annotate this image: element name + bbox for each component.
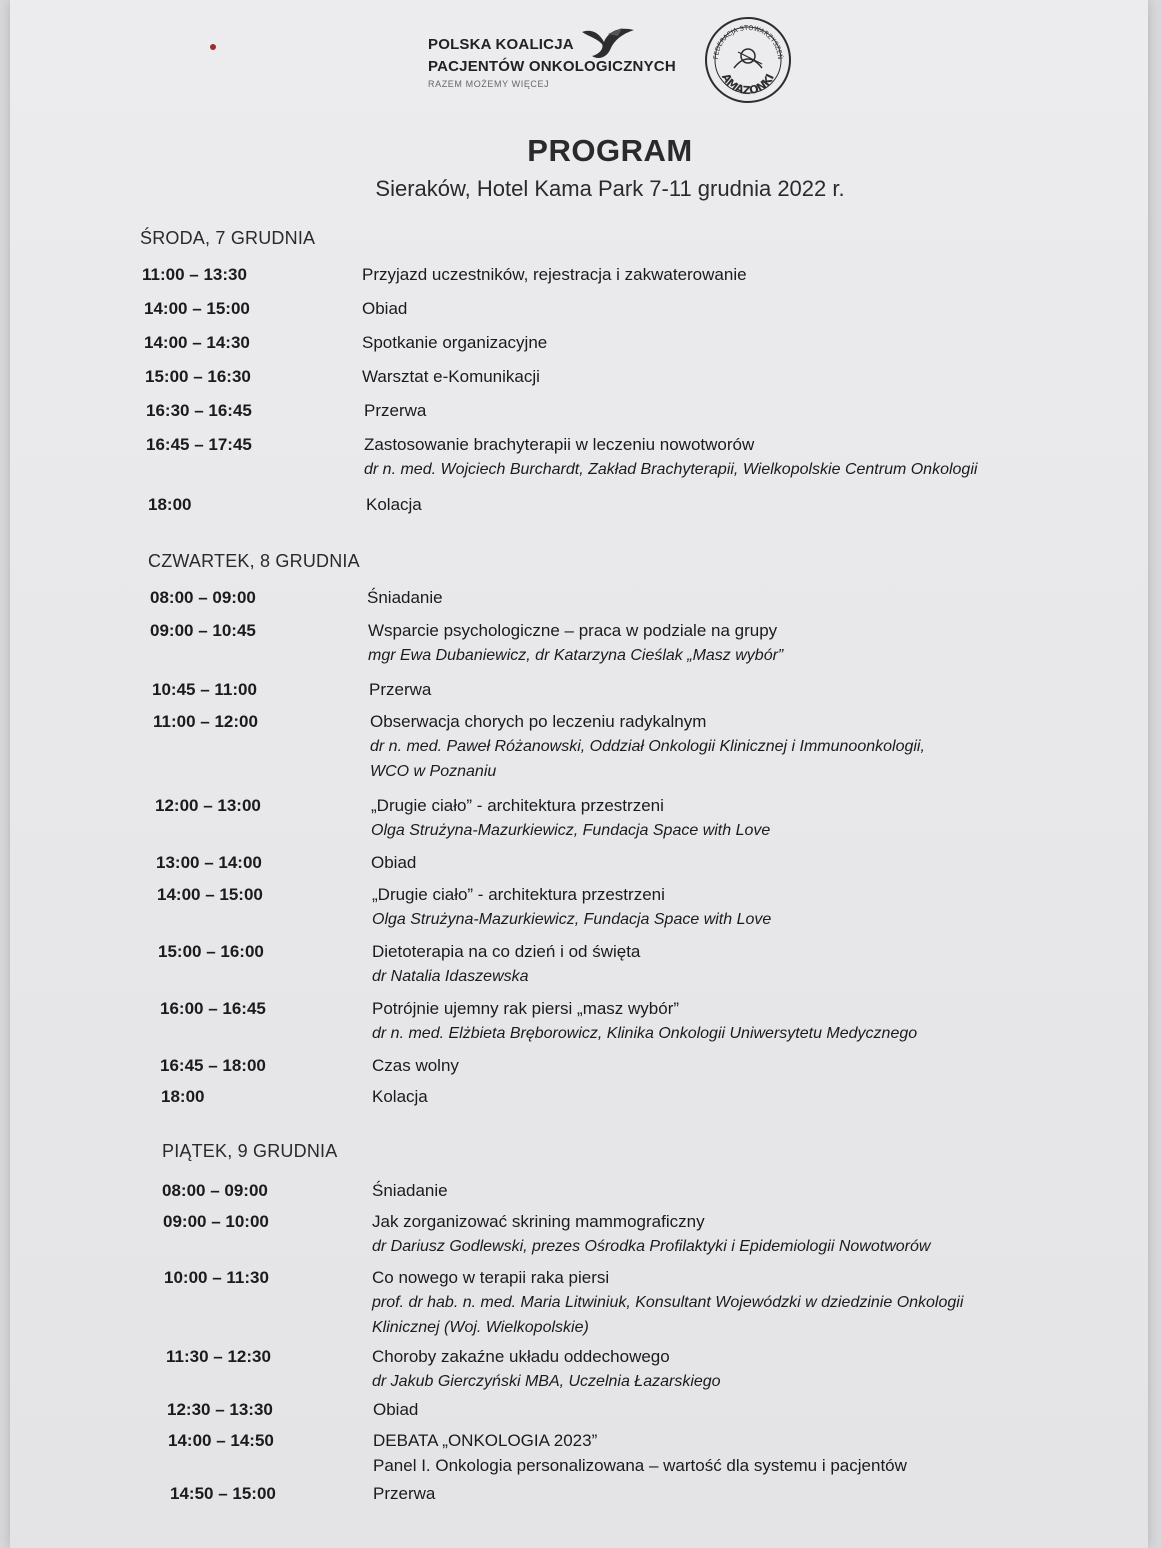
amazonki-seal-icon <box>704 16 792 104</box>
row-speaker: dr Natalia Idaszewska <box>372 968 529 985</box>
row-speaker: dr Dariusz Godlewski, prezes Ośrodka Profilaktyki i Epidemiologii Nowotworów <box>372 1238 931 1255</box>
row-description <box>364 398 426 423</box>
row-description <box>362 330 547 355</box>
row-description <box>368 618 783 668</box>
row-time: 13:00 – 14:00 <box>156 853 262 872</box>
seal-text: AMAZONKI <box>718 71 777 98</box>
row-speaker: prof. dr hab. n. med. Maria Litwiniuk, Konsultant Wojewódzki w dziedzinie Onkologii <box>372 1294 964 1311</box>
row-speaker: Olga Strużyna-Mazurkiewicz, Fundacja Space with Love <box>372 911 772 928</box>
row-description <box>362 364 540 389</box>
row-time: 18:00 <box>148 495 192 514</box>
row-description <box>373 1428 907 1478</box>
org-tagline: RAZEM MOŻEMY WIĘCEJ <box>428 79 550 89</box>
org-name-line1: POLSKA KOALICJA <box>428 36 574 53</box>
row-time: 16:45 – 18:00 <box>160 1056 266 1075</box>
row-title: Przerwa <box>364 401 427 420</box>
row-speaker: WCO w Poznaniu <box>370 763 497 780</box>
org-name-line2: PACJENTÓW ONKOLOGICZNYCH <box>428 58 676 75</box>
row-description <box>372 939 640 989</box>
document-page <box>10 0 1148 1548</box>
row-time: 16:45 – 17:45 <box>146 435 252 454</box>
row-title: Przyjazd uczestników, rejestracja i zakwaterowanie <box>362 265 747 284</box>
row-time: 10:45 – 11:00 <box>152 680 257 699</box>
row-description <box>366 492 422 517</box>
row-title: DEBATA „ONKOLOGIA 2023” <box>373 1431 598 1450</box>
row-description <box>371 850 416 875</box>
row-time: 14:00 – 14:50 <box>168 1431 274 1450</box>
row-description <box>372 1265 963 1340</box>
row-time: 11:30 – 12:30 <box>166 1347 271 1366</box>
row-title: Kolacja <box>372 1087 428 1106</box>
row-title: Potrójnie ujemny rak piersi „masz wybór” <box>372 999 680 1018</box>
row-time: 08:00 – 09:00 <box>150 588 256 607</box>
page-subtitle: Sieraków, Hotel Kama Park 7-11 grudnia 2022 r. <box>375 176 845 201</box>
day-heading: CZWARTEK, 8 GRUDNIA <box>148 551 360 571</box>
org-name <box>428 34 676 90</box>
row-description <box>372 1344 721 1394</box>
row-description <box>362 262 747 287</box>
day-heading: ŚRODA, 7 GRUDNIA <box>140 228 316 248</box>
row-time: 09:00 – 10:45 <box>150 621 256 640</box>
row-title: Choroby zakaźne układu oddechowego <box>372 1347 670 1366</box>
row-description <box>372 1084 428 1109</box>
svg-text:AMAZONKI <box>719 71 777 97</box>
row-time: 15:00 – 16:00 <box>158 942 264 961</box>
row-title: Co nowego w terapii raka piersi <box>372 1268 610 1287</box>
row-description <box>370 709 925 784</box>
row-time: 16:30 – 16:45 <box>146 401 252 420</box>
row-time: 11:00 – 12:00 <box>153 712 258 731</box>
row-title: „Drugie ciało” - architektura przestrzeni <box>371 796 664 815</box>
day-heading: PIĄTEK, 9 GRUDNIA <box>162 1141 338 1161</box>
row-speaker: Olga Strużyna-Mazurkiewicz, Fundacja Space with Love <box>371 822 771 839</box>
row-title: Spotkanie organizacyjne <box>362 333 548 352</box>
row-time: 14:00 – 14:30 <box>144 333 250 352</box>
row-speaker: dr n. med. Wojciech Burchardt, Zakład Brachyterapii, Wielkopolskie Centrum Onkologii <box>364 461 978 478</box>
row-time: 10:00 – 11:30 <box>164 1268 269 1287</box>
row-title: Kolacja <box>366 495 422 514</box>
row-description <box>373 1397 418 1422</box>
row-title: Warsztat e-Komunikacji <box>362 367 540 386</box>
row-speaker: dr n. med. Paweł Różanowski, Oddział Onkologii Klinicznej i Immunoonkologii, <box>370 738 925 755</box>
row-time: 15:00 – 16:30 <box>145 367 251 386</box>
row-description <box>362 296 407 321</box>
row-time: 12:30 – 13:30 <box>167 1400 273 1419</box>
row-title: Obiad <box>371 853 417 872</box>
row-title: Obserwacja chorych po leczeniu radykalnym <box>370 712 707 731</box>
row-speaker: mgr Ewa Dubaniewicz, dr Katarzyna Cieślak „Masz wybór” <box>368 647 784 664</box>
row-time: 14:00 – 15:00 <box>144 299 250 318</box>
row-title: Czas wolny <box>372 1056 459 1075</box>
row-description <box>372 1053 459 1078</box>
row-time: 16:00 – 16:45 <box>160 999 266 1018</box>
row-time: 09:00 – 10:00 <box>163 1212 269 1231</box>
page-title: PROGRAM <box>527 133 693 168</box>
row-subline: Panel I. Onkologia personalizowana – wartość dla systemu i pacjentów <box>373 1456 907 1475</box>
row-description <box>369 677 431 702</box>
row-title: Dietoterapia na co dzień i od święta <box>372 942 641 961</box>
row-speaker: Klinicznej (Woj. Wielkopolskie) <box>372 1319 589 1336</box>
row-description <box>372 882 771 932</box>
row-description <box>364 432 977 482</box>
row-title: Obiad <box>362 299 408 318</box>
row-title: Jak zorganizować skrining mammograficzny <box>372 1212 705 1231</box>
row-description <box>372 1209 930 1259</box>
row-description <box>367 585 443 610</box>
row-title: Zastosowanie brachyterapii w leczeniu nowotworów <box>364 435 755 454</box>
row-title: Wsparcie psychologiczne – praca w podziale na grupy <box>368 621 778 640</box>
row-title: „Drugie ciało” - architektura przestrzeni <box>372 885 665 904</box>
bird-logo-icon <box>578 24 638 64</box>
row-time: 11:00 – 13:30 <box>142 265 247 284</box>
row-speaker: dr n. med. Elżbieta Bręborowicz, Klinika Onkologii Uniwersytetu Medycznego <box>372 1025 918 1042</box>
seal-ring-text: FEDERACJA STOWARZYSZEŃ <box>711 23 785 60</box>
svg-text:FEDERACJA STOWARZYSZEŃ <box>712 24 785 60</box>
row-title: Przerwa <box>369 680 432 699</box>
row-time: 08:00 – 09:00 <box>162 1181 268 1200</box>
red-mark <box>210 44 216 50</box>
row-time: 18:00 <box>161 1087 205 1106</box>
row-speaker: dr Jakub Gierczyński MBA, Uczelnia Łazarskiego <box>372 1373 721 1390</box>
row-time: 14:00 – 15:00 <box>157 885 263 904</box>
row-description <box>371 793 770 843</box>
row-description <box>372 996 917 1046</box>
row-description <box>373 1481 435 1506</box>
row-title: Przerwa <box>373 1484 436 1503</box>
row-time: 12:00 – 13:00 <box>155 796 261 815</box>
row-description <box>372 1178 448 1203</box>
row-title: Obiad <box>373 1400 419 1419</box>
row-title: Śniadanie <box>367 588 443 607</box>
row-title: Śniadanie <box>372 1181 448 1200</box>
row-time: 14:50 – 15:00 <box>170 1484 276 1503</box>
